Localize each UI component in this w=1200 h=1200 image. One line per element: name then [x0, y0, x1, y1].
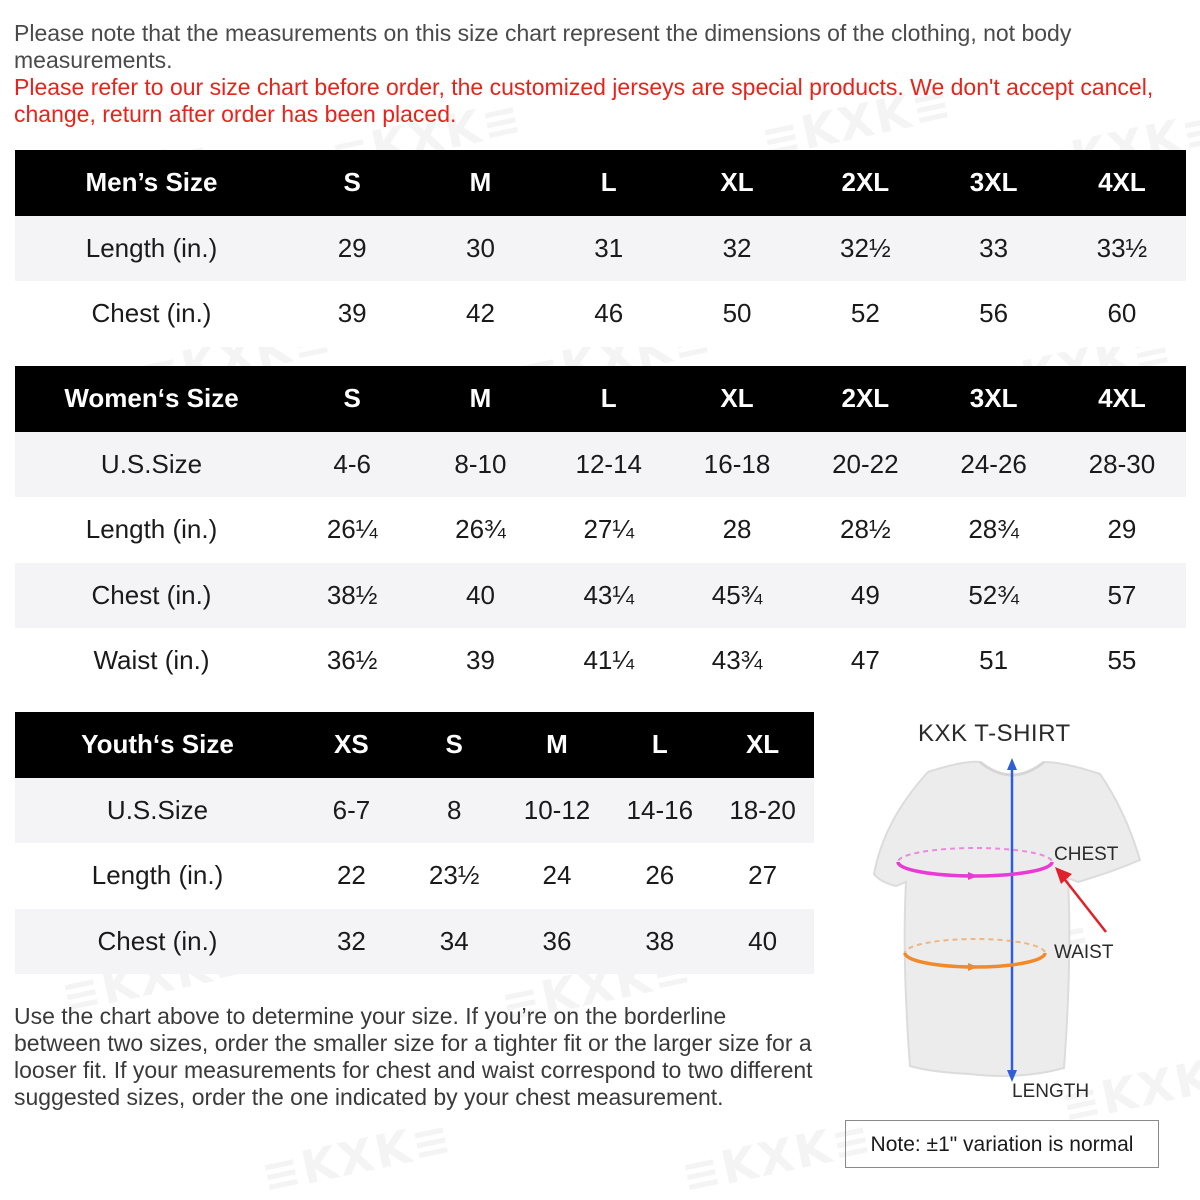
measurement-cell: 36 — [506, 909, 609, 975]
row-label: Chest (in.) — [15, 281, 288, 347]
youth-size-table — [15, 712, 814, 974]
measurement-cell: 28-30 — [1058, 432, 1186, 498]
measurement-cell: 26 — [608, 843, 711, 909]
table-row — [15, 778, 814, 844]
row-label: Length (in.) — [15, 843, 300, 909]
measurement-cell: 8-10 — [416, 432, 544, 498]
size-column-header: 4XL — [1058, 150, 1186, 216]
measurement-cell: 38 — [608, 909, 711, 975]
size-column-header: 2XL — [801, 366, 929, 432]
measurement-cell: 32½ — [801, 216, 929, 282]
measurement-cell: 26¾ — [416, 497, 544, 563]
size-column-header: S — [288, 150, 416, 216]
measurement-cell: 10-12 — [506, 778, 609, 844]
measurement-cell: 4-6 — [288, 432, 416, 498]
measurement-cell: 39 — [416, 628, 544, 694]
measurement-cell: 18-20 — [711, 778, 814, 844]
tshirt-icon — [874, 762, 1140, 1076]
measurement-cell: 57 — [1058, 563, 1186, 629]
measurement-cell: 26¼ — [288, 497, 416, 563]
size-category-header: Youth‘s Size — [15, 712, 300, 778]
measurement-cell: 36½ — [288, 628, 416, 694]
measurement-cell: 52¾ — [929, 563, 1057, 629]
measurement-cell: 27 — [711, 843, 814, 909]
measurement-cell: 43¾ — [673, 628, 801, 694]
measurement-cell: 14-16 — [608, 778, 711, 844]
measurement-cell: 56 — [929, 281, 1057, 347]
measurement-cell: 50 — [673, 281, 801, 347]
measurement-cell: 22 — [300, 843, 403, 909]
table-row — [15, 281, 1186, 347]
diagram-title: KXK T-SHIRT — [918, 720, 1071, 747]
measurement-cell: 60 — [1058, 281, 1186, 347]
measurement-cell: 43¼ — [545, 563, 673, 629]
measurement-cell: 27¼ — [545, 497, 673, 563]
measurement-cell: 31 — [545, 216, 673, 282]
measurement-note: Please note that the measurements on this size chart represent the dimensions of the clothing, not body measurements. — [14, 20, 1072, 73]
kxk-watermark — [257, 1110, 458, 1200]
size-column-header: M — [416, 150, 544, 216]
length-label: LENGTH — [1012, 1081, 1090, 1102]
table-header-row — [15, 150, 1186, 216]
measurement-cell: 30 — [416, 216, 544, 282]
size-column-header: 3XL — [929, 150, 1057, 216]
measurement-cell: 46 — [545, 281, 673, 347]
measurement-cell: 47 — [801, 628, 929, 694]
size-column-header: 2XL — [801, 150, 929, 216]
measurement-cell: 41¼ — [545, 628, 673, 694]
tshirt-measurement-diagram — [850, 750, 1180, 1110]
table-row — [15, 563, 1186, 629]
measurement-cell: 28 — [673, 497, 801, 563]
measurement-cell: 51 — [929, 628, 1057, 694]
table-row — [15, 909, 814, 975]
size-column-header: L — [545, 150, 673, 216]
measurement-cell: 34 — [403, 909, 506, 975]
measurement-cell: 55 — [1058, 628, 1186, 694]
order-policy-note: Please refer to our size chart before order, the customized jerseys are special products. We don't accept cancel, change, return after order has been placed. — [14, 74, 1154, 127]
measurement-cell: 20-22 — [801, 432, 929, 498]
length-arrow-top — [1007, 758, 1017, 770]
measurement-cell: 52 — [801, 281, 929, 347]
row-label: U.S.Size — [15, 778, 300, 844]
table-row — [15, 216, 1186, 282]
row-label: Chest (in.) — [15, 909, 300, 975]
size-column-header: XL — [673, 150, 801, 216]
size-category-header: Men’s Size — [15, 150, 288, 216]
measurement-cell: 49 — [801, 563, 929, 629]
measurement-cell: 39 — [288, 281, 416, 347]
table-row — [15, 843, 814, 909]
measurement-cell: 12-14 — [545, 432, 673, 498]
waist-label: WAIST — [1054, 942, 1114, 963]
measurement-cell: 40 — [711, 909, 814, 975]
measurement-cell: 16-18 — [673, 432, 801, 498]
size-column-header: S — [288, 366, 416, 432]
measurement-cell: 32 — [300, 909, 403, 975]
size-column-header: M — [416, 366, 544, 432]
size-column-header: 3XL — [929, 366, 1057, 432]
measurement-cell: 42 — [416, 281, 544, 347]
measurement-cell: 33½ — [1058, 216, 1186, 282]
size-column-header: S — [403, 712, 506, 778]
measurement-cell: 32 — [673, 216, 801, 282]
measurement-cell: 29 — [1058, 497, 1186, 563]
measurement-cell: 45¾ — [673, 563, 801, 629]
size-column-header: L — [545, 366, 673, 432]
measurement-cell: 38½ — [288, 563, 416, 629]
mens-size-table — [15, 150, 1186, 347]
table-header-row — [15, 366, 1186, 432]
size-column-header: 4XL — [1058, 366, 1186, 432]
row-label: Length (in.) — [15, 216, 288, 282]
row-label: U.S.Size — [15, 432, 288, 498]
row-label: Length (in.) — [15, 497, 288, 563]
table-row — [15, 628, 1186, 694]
size-column-header: XS — [300, 712, 403, 778]
measurement-cell: 24-26 — [929, 432, 1057, 498]
chest-label: CHEST — [1054, 844, 1119, 865]
size-column-header: XL — [711, 712, 814, 778]
size-column-header: XL — [673, 366, 801, 432]
variation-note: Note: ±1" variation is normal — [845, 1120, 1159, 1168]
measurement-cell: 8 — [403, 778, 506, 844]
measurement-cell: 28¾ — [929, 497, 1057, 563]
table-row — [15, 497, 1186, 563]
measurement-cell: 33 — [929, 216, 1057, 282]
measurement-cell: 24 — [506, 843, 609, 909]
sizing-guide-text: Use the chart above to determine your size. If you’re on the borderline between two sizes, order the smaller size for a tighter fit or the larger size for a looser fit. If your measurements for chest and waist correspond to two different suggested sizes, order the one indicated by your chest measurement. — [14, 1003, 813, 1110]
table-header-row — [15, 712, 814, 778]
measurement-cell: 29 — [288, 216, 416, 282]
measurement-cell: 6-7 — [300, 778, 403, 844]
size-category-header: Women‘s Size — [15, 366, 288, 432]
measurement-cell: 23½ — [403, 843, 506, 909]
table-row — [15, 432, 1186, 498]
size-column-header: L — [608, 712, 711, 778]
row-label: Chest (in.) — [15, 563, 288, 629]
womens-size-table — [15, 366, 1186, 694]
measurement-cell: 28½ — [801, 497, 929, 563]
row-label: Waist (in.) — [15, 628, 288, 694]
size-column-header: M — [506, 712, 609, 778]
measurement-cell: 40 — [416, 563, 544, 629]
